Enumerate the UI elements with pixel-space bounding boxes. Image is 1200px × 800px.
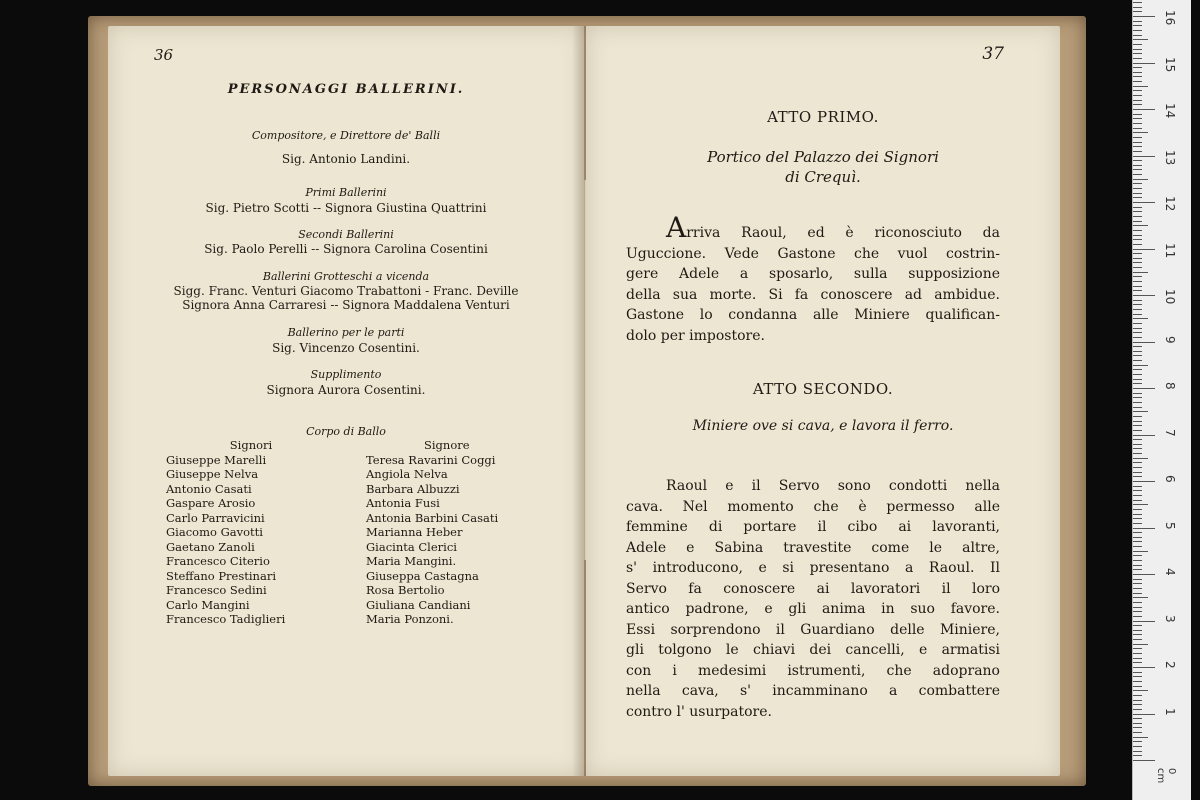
list-item: Giuliana Candiani [366,597,471,612]
ruler-tick [1133,128,1142,129]
ruler-tick [1133,444,1142,445]
ruler-label: 10 [1163,289,1177,305]
list-item: Steffano Prestinari [166,568,276,583]
ruler-label: 9 [1163,335,1177,344]
ruler-tick [1133,169,1142,170]
ruler-tick [1133,472,1142,473]
ruler-tick [1133,435,1155,436]
list-item: Antonia Barbini Casati [366,510,499,525]
ruler-tick [1133,160,1142,161]
paragraph-line: nella cava, s' incamminano a combattere [626,683,1000,699]
ruler-label: 14 [1163,103,1177,119]
ruler-tick [1133,342,1155,343]
list-item: Marianna Heber [366,525,463,539]
ruler-tick [1133,286,1142,287]
ruler-tick [1133,253,1142,254]
ruler-tick [1133,490,1142,491]
role-parti: Ballerino per le parti [287,326,405,339]
ruler-tick [1133,360,1142,361]
ruler-tick [1133,528,1155,529]
ruler-label: 12 [1163,196,1177,212]
ruler-tick [1133,109,1155,110]
ruler-tick [1133,583,1142,584]
ruler-tick [1133,486,1142,487]
ruler-tick [1133,104,1142,105]
ruler-tick [1133,690,1148,691]
ruler-tick [1133,314,1142,315]
ruler-tick [1133,272,1148,273]
ruler-tick [1133,258,1142,259]
ruler-unit: 0 cm [1155,768,1177,784]
ruler-tick [1133,267,1142,268]
ruler-tick [1133,207,1142,208]
ruler-tick [1133,439,1142,440]
role-grotteschi: Ballerini Grotteschi a vicenda [262,270,430,283]
ruler-tick [1133,81,1142,82]
signore-label: Signore [424,438,470,452]
ruler-tick [1133,262,1142,263]
ruler-tick [1133,249,1155,250]
ruler-tick [1133,142,1142,143]
ruler-tick [1133,383,1142,384]
ruler-tick [1133,290,1142,291]
ruler-label: 16 [1163,10,1177,26]
ruler-tick [1133,672,1142,673]
ruler-tick [1133,714,1155,715]
ruler-tick [1133,458,1148,459]
ruler-tick [1133,467,1142,468]
ruler-tick [1133,151,1142,152]
ruler-tick [1133,430,1142,431]
ruler-tick [1133,7,1142,8]
list-item: Antonio Casati [166,481,252,496]
ruler-tick [1133,611,1142,612]
ruler-tick [1133,751,1142,752]
ruler-tick [1133,616,1142,617]
ruler-tick [1133,100,1142,101]
ruler-tick [1133,281,1142,282]
list-item: Carlo Parravicini [166,510,265,525]
ruler-tick [1133,676,1142,677]
ruler-tick [1133,25,1142,26]
paragraph-line: Adele e Sabina travestite come le altre, [626,539,1000,556]
ruler-tick [1133,537,1142,538]
ruler-tick [1133,700,1142,701]
ruler-tick [1133,137,1142,138]
paragraph-line: Gastone lo condanna alle Miniere qualifican- [626,307,1000,323]
ruler-tick [1133,630,1142,631]
list-item: Carlo Mangini [166,597,250,612]
ruler-tick [1133,732,1142,733]
act2-title: ATTO SECONDO. [752,380,894,398]
right-page-number: 37 [982,44,1004,64]
ruler-tick [1133,416,1142,417]
ruler-tick [1133,318,1148,319]
list-item: Angiola Nelva [366,467,448,481]
ruler-tick [1133,658,1142,659]
ruler-tick [1133,746,1142,747]
ruler-tick [1133,95,1142,96]
ruler-tick [1133,462,1142,463]
ruler-tick [1133,495,1142,496]
list-item: Antonia Fusi [366,496,440,510]
ruler-tick [1133,397,1142,398]
list-item: Gaspare Arosio [166,496,256,510]
ruler-tick [1133,514,1142,515]
list-item: Teresa Ravarini Coggi [366,452,496,467]
performer-compositore: Sig. Antonio Landini. [281,152,411,166]
ruler-tick [1133,146,1142,147]
ruler-tick [1133,741,1142,742]
ruler-tick [1133,221,1142,222]
list-item: Francesco Sedini [166,583,267,597]
paragraph-line: femmine di portare il cibo ai lavoranti, [626,519,1000,535]
ruler-tick [1133,737,1148,738]
paragraph-line: della sua morte. Si fa conoscere ad ambidue. [626,286,1000,303]
ruler-tick [1133,188,1142,189]
list-item: Giuseppa Castagna [366,568,479,583]
ruler-tick [1133,300,1142,301]
ruler-tick [1133,193,1142,194]
ruler-tick [1133,337,1142,338]
ruler-tick [1133,532,1142,533]
ruler-tick [1133,295,1155,296]
ruler-tick [1133,597,1148,598]
list-item: Giuseppe Marelli [166,452,267,467]
list-item: Maria Ponzoni. [366,612,454,626]
act1-scene-line-1: Portico del Palazzo dei Signori [707,148,939,166]
ruler-tick [1133,174,1142,175]
ruler-tick [1133,509,1142,510]
signori-label: Signori [229,438,273,452]
signori-column [166,438,336,627]
ruler-tick [1133,225,1148,226]
ruler-tick [1133,518,1142,519]
performer-secondi: Sig. Paolo Perelli -- Signora Carolina Cosentini [204,242,488,256]
ruler-tick [1133,569,1142,570]
ruler-tick [1133,156,1155,157]
ruler-tick [1133,393,1142,394]
ruler-tick [1133,16,1155,17]
ruler-tick [1133,565,1142,566]
right-page [586,26,1060,776]
ruler-tick [1133,607,1142,608]
ruler-tick [1133,448,1142,449]
ruler-tick [1133,411,1148,412]
ruler-tick [1133,523,1142,524]
ruler-tick [1133,760,1155,761]
ruler-tick [1133,123,1142,124]
ruler-tick [1133,211,1142,212]
ruler-label: 8 [1163,382,1177,390]
paragraph-line: con i medesimi istrumenti, che adoprano [626,662,1000,679]
ruler-tick [1133,11,1142,12]
ruler-tick [1133,63,1155,64]
ruler-label: 4 [1163,568,1177,576]
drop-cap: A [666,211,687,244]
paragraph-line: s' introducono, e si presentano a Raoul. Il [626,560,1000,576]
left-page-number: 36 [154,46,174,64]
ruler-tick [1133,21,1142,22]
ruler-tick [1133,644,1148,645]
cast-heading: PERSONAGGI BALLERINI. [227,82,465,97]
ruler-tick [1133,304,1142,305]
ruler-tick [1133,639,1142,640]
ruler-tick [1133,365,1148,366]
ruler-tick [1133,197,1142,198]
ruler-tick [1133,500,1142,501]
act2-scene: Miniere ove si cava, e lavora il ferro. [692,418,954,434]
performer-supplimento: Signora Aurora Cosentini. [266,383,426,397]
paragraph-line: Raoul e il Servo sono condotti nella [666,478,1000,494]
list-item: Rosa Bertolio [366,583,445,597]
ruler-tick [1133,546,1142,547]
performer-primi: Sig. Pietro Scotti -- Signora Giustina Quattrini [205,201,487,215]
paragraph-line: dolo per impostore. [626,327,765,344]
paragraph-line: Uguccione. Vede Gastone che vuol costrin- [626,245,1000,262]
ruler-tick [1133,686,1142,687]
ruler-tick [1133,541,1142,542]
ruler-tick [1133,560,1142,561]
ruler-tick [1133,718,1142,719]
ruler-tick [1133,202,1155,203]
paragraph-line: antico padrone, e gli anima in suo favore. [626,601,1000,617]
list-item: Gaetano Zanoli [166,539,255,554]
list-item: Giuseppe Nelva [166,467,259,481]
ruler-tick [1133,593,1142,594]
ruler-tick [1133,402,1142,403]
ruler-tick [1133,39,1148,40]
ruler-tick [1133,346,1142,347]
ruler-tick [1133,574,1155,575]
ruler-tick [1133,653,1142,654]
role-primi: Primi Ballerini [305,186,387,199]
ruler-tick [1133,309,1142,310]
ruler-tick [1133,407,1142,408]
role-compositore: Compositore, e Direttore de' Balli [251,129,441,142]
ruler-label: 11 [1163,242,1177,258]
ruler-tick [1133,216,1142,217]
ruler-tick [1133,179,1148,180]
signore-column [366,438,546,627]
role-secondi: Secondi Ballerini [298,228,394,241]
paragraph-line: gere Adele a sposarlo, sulla supposizione [626,266,1000,282]
ruler-tick [1133,709,1142,710]
ruler-tick [1133,132,1148,133]
ruler-tick [1133,67,1142,68]
list-item: Francesco Tadiglieri [166,612,286,626]
ruler-tick [1133,183,1142,184]
act1-scene-line-2: di Crequì. [785,168,861,186]
ruler-tick [1133,621,1155,622]
paragraph-line: cava. Nel momento che è permesso alle [626,498,1000,515]
ruler-tick [1133,723,1142,724]
ruler-tick [1133,453,1142,454]
ruler-label: 15 [1163,56,1177,72]
ruler-tick [1133,235,1142,236]
paragraph-line: contro l' usurpatore. [626,703,772,720]
ruler-tick [1133,695,1142,696]
ruler-tick [1133,355,1142,356]
ruler-tick [1133,114,1142,115]
ruler-tick [1133,681,1142,682]
ruler-tick [1133,239,1142,240]
ruler-tick [1133,90,1142,91]
ruler-tick [1133,44,1142,45]
ruler-tick [1133,551,1148,552]
performer-grotteschi-2: Signora Anna Carraresi -- Signora Maddalena Venturi [182,298,510,312]
list-item: Giacomo Gavotti [166,525,263,539]
ruler-tick [1133,625,1142,626]
ruler-tick [1133,118,1142,119]
ruler-tick [1133,727,1142,728]
ruler-label: 3 [1163,614,1177,623]
ruler-tick [1133,369,1142,370]
ruler-tick [1133,230,1142,231]
ruler-tick [1133,86,1148,87]
ruler-tick [1133,481,1155,482]
corpo-di-ballo-title: Corpo di Ballo [306,425,386,438]
ruler-tick [1133,276,1142,277]
ruler-label: 13 [1163,149,1177,165]
ruler-label: 2 [1163,661,1177,669]
ruler-tick [1133,388,1155,389]
list-item: Barbara Albuzzi [366,481,460,496]
ruler-tick [1133,53,1142,54]
ruler-tick [1133,555,1142,556]
ruler-tick [1133,662,1142,663]
performer-grotteschi-1: Sigg. Franc. Venturi Giacomo Trabattoni - Franc. Deville [173,284,519,298]
ruler-label: 7 [1163,428,1177,437]
ruler-tick [1133,165,1142,166]
paragraph-line: Arriva Raoul, ed è riconosciuto da [666,211,1000,244]
ruler-tick [1133,425,1142,426]
paragraph-line: Essi sorprendono il Guardiano delle Miniere, [626,621,1000,638]
ruler-tick [1133,634,1142,635]
ruler-tick [1133,2,1142,3]
list-item: Maria Mangini. [366,554,457,568]
ruler-tick [1133,755,1142,756]
ruler-tick [1133,328,1142,329]
ruler-tick [1133,351,1142,352]
paragraph-line: gli tolgono le chiavi dei cancelli, e armatisi [626,642,1000,658]
ruler-tick [1133,49,1142,50]
ruler-tick [1133,504,1148,505]
ruler-tick [1133,58,1142,59]
ruler-tick [1133,667,1155,668]
ruler-tick [1133,421,1142,422]
left-page [108,26,584,776]
measurement-ruler [1132,0,1191,800]
ruler-tick [1133,602,1142,603]
ruler-tick [1133,332,1142,333]
ruler-tick [1133,374,1142,375]
list-item: Francesco Citerio [166,554,270,568]
ruler-tick [1133,579,1142,580]
ruler-label: 6 [1163,475,1177,483]
act1-paragraph [626,211,1000,346]
ruler-tick [1133,476,1142,477]
ruler-tick [1133,30,1142,31]
act1-title: ATTO PRIMO. [767,108,879,126]
ruler-tick [1133,72,1142,73]
act2-paragraph [626,476,1000,722]
role-supplimento: Supplimento [310,368,382,381]
list-item: Giacinta Clerici [366,539,457,554]
ruler-tick [1133,704,1142,705]
paragraph-line: Servo fa conoscere ai lavoratori il loro [626,580,1000,597]
ruler-tick [1133,588,1142,589]
ruler-tick [1133,35,1142,36]
ruler-label: 1 [1163,707,1177,716]
performer-parti: Sig. Vincenzo Cosentini. [272,341,420,355]
ruler-tick [1133,244,1142,245]
ruler-tick [1133,76,1142,77]
ruler-tick [1133,379,1142,380]
ruler-label: 5 [1163,521,1177,530]
ruler-tick [1133,323,1142,324]
ruler-tick [1133,648,1142,649]
